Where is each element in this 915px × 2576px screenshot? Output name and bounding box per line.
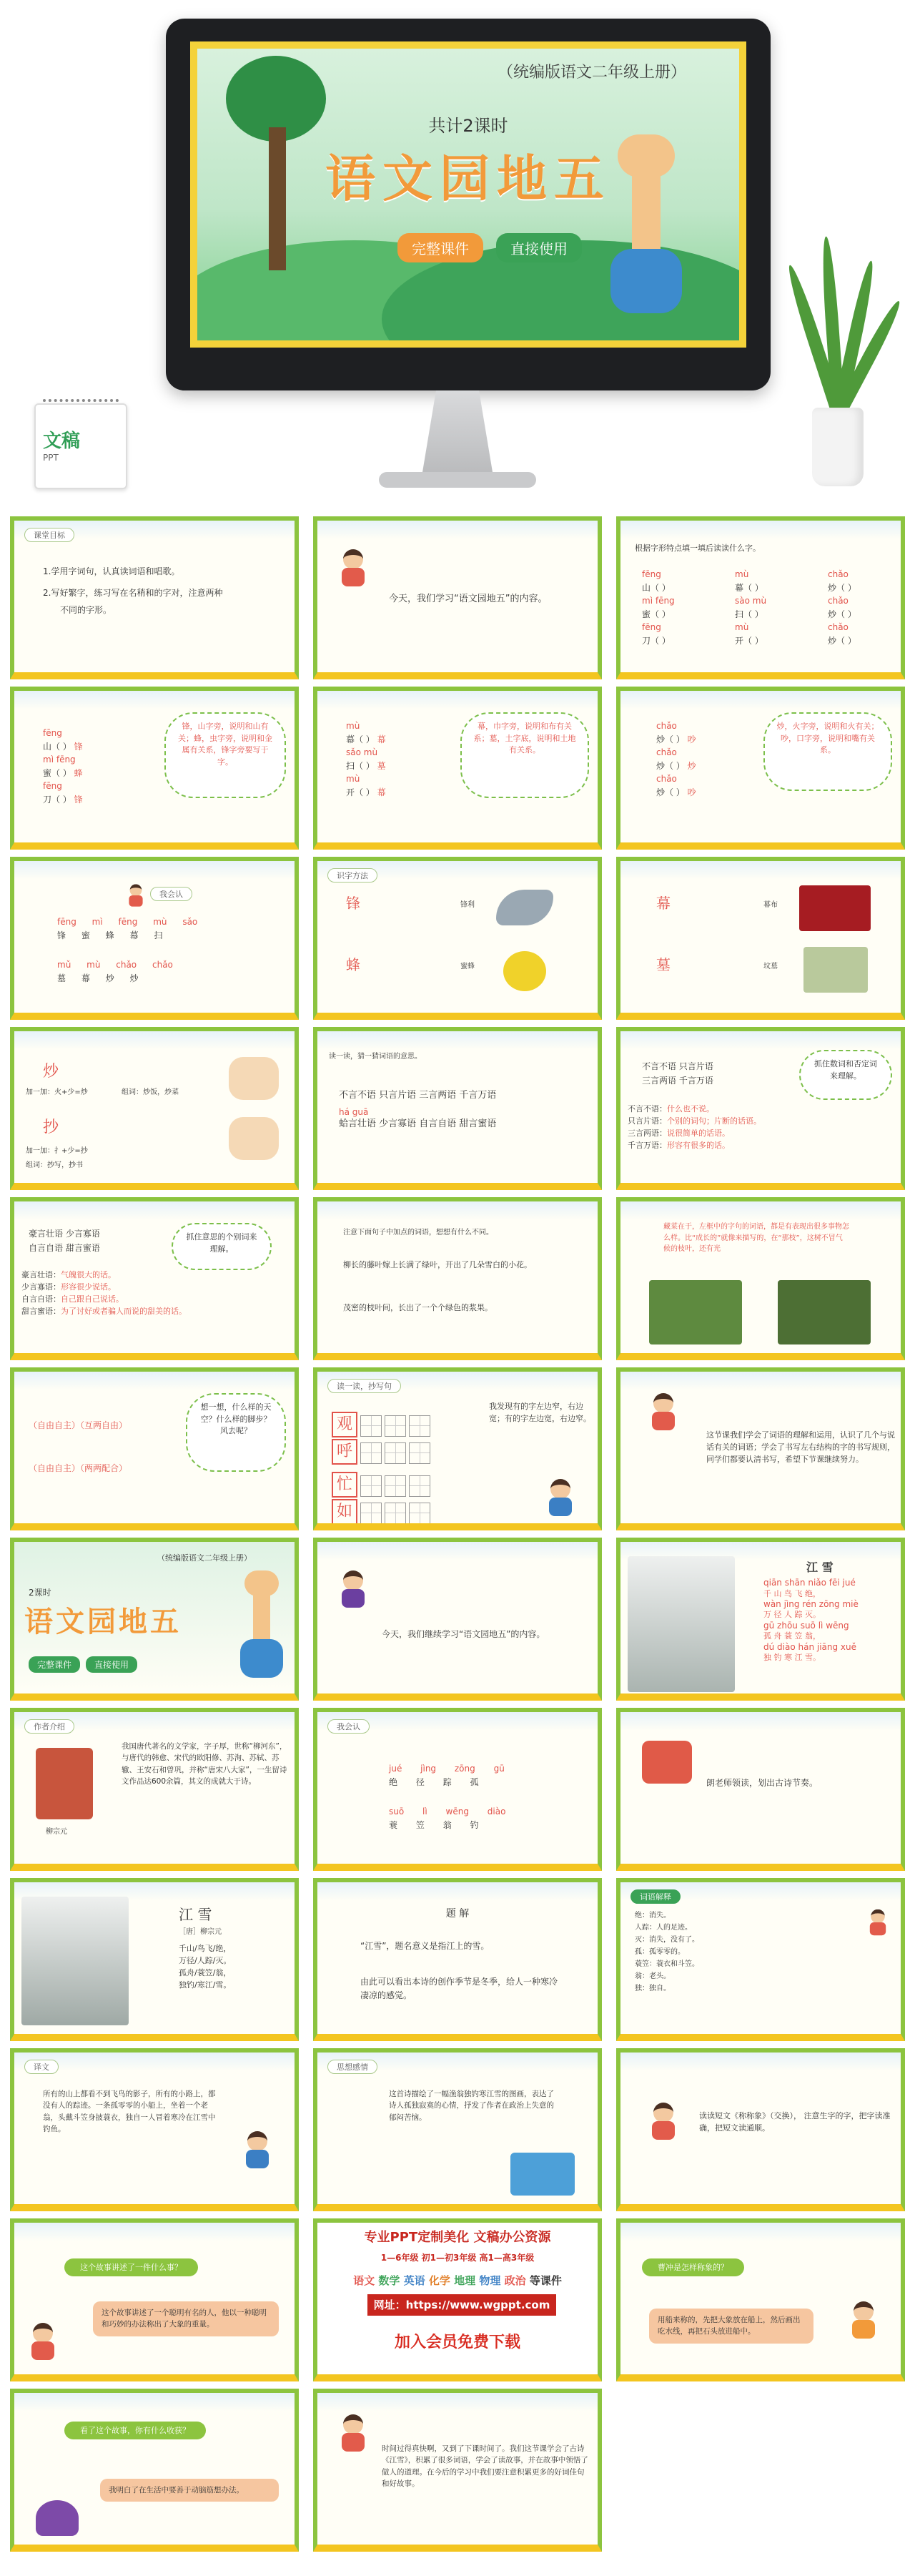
child-icon	[339, 1570, 367, 1608]
slide-writing[interactable]	[313, 1367, 602, 1530]
idiom: 千言万语：	[628, 1141, 667, 1151]
pinyin: chǎo	[656, 774, 677, 785]
read-instruction: 朗老师领读，划出古诗节奏。	[706, 1778, 818, 1788]
brand-calendar	[34, 403, 127, 489]
hanzi: 扫	[154, 930, 163, 940]
poem-author: ［唐］柳宗元	[179, 1928, 222, 1936]
poem-line: 孤舟/蓑笠/翁，	[179, 1968, 232, 1978]
pinyin: chǎo	[828, 596, 849, 606]
vine-photo	[649, 1280, 742, 1344]
words: 组词：抄写，抄书	[26, 1161, 83, 1169]
pinyin: wàn jìng rén zōng miè	[763, 1598, 859, 1609]
writing-grid[interactable]	[360, 1503, 382, 1524]
blank: 炒（ ）	[828, 582, 856, 593]
slide-translation[interactable]	[10, 2048, 299, 2211]
answer: 炒	[687, 760, 696, 771]
slide-poem[interactable]	[616, 1538, 905, 1701]
slide-idioms[interactable]	[313, 1027, 602, 1190]
char-mu2: 墓	[656, 956, 671, 973]
author-portrait	[36, 1748, 93, 1819]
slide-title-explain[interactable]	[313, 1878, 602, 2041]
slide-cover-2[interactable]	[10, 1538, 299, 1701]
reading-child-icon	[642, 1741, 692, 1784]
idiom: 自言自语：	[21, 1294, 61, 1304]
cover-title: 语文园地五	[24, 1606, 182, 1638]
subject: 物理	[479, 2274, 501, 2287]
method: 加一加：火+少=炒	[26, 1088, 88, 1096]
blank: 炒（ ）	[656, 787, 685, 797]
pinyin: mù	[346, 721, 360, 731]
pinyin: chǎo	[656, 747, 677, 758]
writing-grid[interactable]	[385, 1503, 406, 1524]
subject: 数学	[378, 2274, 400, 2287]
ad-cta[interactable]: 加入会员免费下载	[394, 2334, 520, 2351]
writing-image	[229, 1117, 279, 1160]
idiom: 只言片语：	[628, 1116, 667, 1126]
pinyin: sào mù	[735, 596, 767, 606]
glossary-item: 灭：消失，没有了。	[635, 1936, 699, 1944]
hint-bubble: 抓住数词和否定词来理解。	[799, 1050, 892, 1100]
pinyin: mì fēng	[43, 754, 76, 765]
glossary-item: 独：独自。	[635, 1985, 671, 1992]
idioms-line: 自言自语 甜言蜜语	[29, 1243, 100, 1253]
pinyin: gū	[493, 1764, 505, 1774]
slide-fill-words[interactable]	[616, 516, 905, 679]
child-reading-icon	[339, 549, 367, 586]
ad-headline: 专业PPT定制美化 文稿办公资源	[364, 2230, 551, 2245]
cooking-image	[229, 1057, 279, 1100]
pinyin: mì	[92, 917, 103, 927]
char-mu: 幕	[656, 895, 671, 912]
answer: 墓	[377, 760, 386, 771]
hanzi-box: 如	[332, 1499, 357, 1525]
child-icon	[339, 2414, 367, 2452]
hint-bubble: 抓住意思的个别词来理解。	[172, 1223, 272, 1270]
glossary-item: 绝：消失。	[635, 1912, 671, 1919]
slide-tag: 读一读，抄写句	[327, 1379, 401, 1393]
hanzi-box: 呼	[332, 1439, 357, 1465]
monitor-stand	[422, 390, 493, 476]
pinyin: gū zhōu suō lì wēng	[763, 1620, 849, 1631]
idioms-line-1: 不言不语 只言片语 三言两语 千言万语	[339, 1090, 497, 1101]
question-pill: 看了这个故事，你有什么收获？	[64, 2422, 206, 2439]
meaning: 说很简单的话语。	[667, 1129, 730, 1139]
subject: 化学	[428, 2274, 450, 2287]
slide-intro[interactable]	[313, 516, 602, 679]
brand-logo-sub: PPT	[43, 453, 59, 463]
cover-slide	[197, 49, 739, 340]
pinyin: mù	[86, 960, 101, 970]
books-image	[510, 2153, 575, 2196]
slide-tag: 译文	[24, 2060, 59, 2074]
slide-chao-method[interactable]	[10, 1027, 299, 1190]
glossary-item: 孤：孤零零的。	[635, 1948, 685, 1956]
meaning: 什么也不说。	[667, 1104, 714, 1114]
tomb-image	[803, 947, 868, 993]
giraffe-illustration	[236, 1570, 287, 1678]
slide-feelings[interactable]	[313, 2048, 602, 2211]
child-icon	[849, 2301, 878, 2339]
slide-tag: 识字方法	[327, 868, 377, 883]
poem-title: 江 雪	[179, 1906, 212, 1923]
poem-line: 千山/鸟飞/绝，	[179, 1944, 232, 1953]
glossary-item: 蓑笠：蓑衣和斗笠。	[635, 1960, 699, 1968]
pinyin: mù	[346, 774, 360, 785]
instruction: 注意下面句子中加点的词语，想想有什么不同。	[343, 1229, 493, 1237]
blank: 扫（ ）	[735, 609, 763, 619]
blank: 炒（ ）	[828, 609, 856, 619]
slide-goals[interactable]	[10, 516, 299, 679]
idiom: 三言两语：	[628, 1129, 667, 1139]
match-line-2: （自由自主）（两两配合）	[29, 1463, 128, 1473]
slide-method-feng[interactable]	[313, 857, 602, 1020]
hanzi: 蓑	[389, 1819, 398, 1830]
full-courseware-button[interactable]: 完整课件	[397, 233, 483, 262]
hanzi: 踪	[442, 1776, 452, 1787]
plant-decoration	[795, 229, 881, 493]
pinyin: zōng	[454, 1764, 475, 1774]
mascot-icon	[36, 2500, 79, 2536]
meaning: 自己跟自己说话。	[61, 1294, 124, 1304]
meaning: 为了讨好或者骗人而说的甜美的话。	[61, 1307, 187, 1317]
ad-subjects	[317, 2273, 598, 2288]
hanzi-box: 观	[332, 1412, 357, 1437]
subject: 语文	[353, 2274, 375, 2287]
pinyin: chǎo	[828, 569, 849, 579]
pinyin: mǔ	[57, 960, 71, 970]
slide-tag: 我会认	[150, 887, 192, 901]
monitor	[166, 19, 771, 390]
subject: 等课件	[529, 2274, 562, 2287]
pinyin: chǎo	[828, 622, 849, 633]
answer: 幕	[377, 787, 386, 797]
answer: 锋	[74, 741, 83, 752]
child-icon	[29, 2323, 57, 2360]
slide-qa-1[interactable]	[10, 2218, 299, 2381]
slide-plant-photos[interactable]	[616, 1197, 905, 1360]
answer: 幕	[377, 734, 386, 744]
hanzi: 幕	[81, 973, 90, 983]
pinyin: sǎo	[182, 917, 198, 927]
slide-sentences[interactable]	[313, 1197, 602, 1360]
poem-line: 万径/人踪/灭。	[179, 1956, 232, 1966]
cover-title: 语文园地五	[325, 149, 611, 208]
hanzi: 径	[415, 1776, 425, 1787]
idiom-pinyin: há guā	[339, 1107, 369, 1117]
pinyin: fēng	[118, 917, 138, 927]
answer: 锋	[74, 794, 83, 805]
idiom: 不言不语：	[628, 1104, 667, 1114]
slide-summary-1[interactable]	[616, 1367, 905, 1530]
writing-hint: 我发现有的字左边窄，右边宽；有的字左边宽，右边窄。	[489, 1402, 591, 1424]
writing-grid[interactable]	[385, 1415, 406, 1437]
slide-recognize-2[interactable]	[313, 1708, 602, 1871]
hanzi: 钓	[470, 1819, 479, 1830]
writing-grid[interactable]	[360, 1415, 382, 1437]
goal-3: 不同的字形。	[60, 605, 112, 615]
writing-grid[interactable]	[360, 1475, 382, 1497]
poem-title: 江 雪	[806, 1560, 834, 1574]
section-heading: 题 解	[445, 1908, 470, 1919]
sentence-1: 柳长的藤叶嫁上长满了绿叶，开出了几朵雪白的小花。	[343, 1260, 532, 1269]
slide-tag: 课堂目标	[24, 528, 74, 542]
hanzi: 翁	[442, 1819, 452, 1830]
pinyin: jué	[389, 1764, 402, 1774]
brand-logo: 文稿	[43, 431, 81, 452]
monitor-screen	[190, 41, 746, 348]
subject: 英语	[403, 2274, 425, 2287]
pinyin: chǎo	[656, 721, 677, 731]
idioms-line: 三言两语 千言万语	[642, 1076, 713, 1086]
hanzi: 墓	[57, 973, 66, 983]
slide-feng-answer[interactable]	[10, 687, 299, 850]
char-chao: 炒	[43, 1063, 59, 1081]
blank: 开（ ）	[346, 787, 375, 797]
writing-grid[interactable]	[409, 1503, 430, 1524]
answer-box: 用船来称的，先把大象放在船上，然后画出吃水线，再把石头放进船中。	[649, 2309, 813, 2344]
blank: 山（ ）	[43, 741, 71, 752]
explanation: 藏菜在于，左框中的字句的词语，都是有表现出很多事物怎么样。比“成长的”就像来描写的，在“那枝”，这树不冒气候的枝叶，还有光	[663, 1223, 849, 1253]
cover-subtitle: （统编版语文二年级上册）	[157, 1553, 252, 1563]
blank: 山（ ）	[642, 582, 671, 593]
slide-qa-2[interactable]	[616, 2218, 905, 2381]
char-feng: 锋	[346, 895, 360, 912]
pinyin: wēng	[445, 1806, 469, 1817]
char-feng2: 蜂	[346, 956, 360, 973]
slide-glossary[interactable]	[616, 1878, 905, 2041]
hanzi: 炒	[129, 973, 139, 983]
slide-tag: 我会认	[327, 1719, 370, 1734]
blank: 扫（ ）	[346, 760, 375, 771]
writing-grid[interactable]	[385, 1475, 406, 1497]
stage-curtain-image	[799, 885, 871, 931]
writing-grid[interactable]	[409, 1442, 430, 1464]
slide-recognize-1[interactable]	[10, 857, 299, 1020]
idiom: 豪言壮语：	[21, 1270, 61, 1279]
blank: 炒（ ）	[656, 734, 685, 744]
pinyin: dú diào hán jiāng xuě	[763, 1641, 857, 1652]
slide-match[interactable]	[10, 1367, 299, 1530]
hanzi: 锋	[57, 930, 66, 940]
blank: 炒（ ）	[828, 635, 856, 646]
landscape-painting	[21, 1897, 129, 2025]
hanzi: 炒	[105, 973, 114, 983]
answer-box: 这个故事讲述了一个聪明有名的人，他以一种聪明和巧妙的办法称出了大象的重量。	[93, 2301, 279, 2336]
explain-line-2: 由此可以看出本诗的创作季节是冬季，给人一种寒冷凄凉的感觉。	[360, 1977, 558, 2000]
hint-bubble: 炒，火字旁，说明和火有关；吵，口字旁，说明和嘴有关系。	[763, 712, 892, 791]
blank: 刀（ ）	[43, 794, 71, 805]
intro-text: 今天，我们继续学习“语文园地五”的内容。	[382, 1629, 545, 1639]
idioms-line: 不言不语 只言片语	[642, 1061, 713, 1071]
question-pill: 曹冲是怎样称象的？	[642, 2258, 744, 2276]
slide-idioms-meaning-2[interactable]	[10, 1197, 299, 1360]
char-chao2: 抄	[43, 1119, 59, 1136]
slide-tag: 思想感情	[327, 2060, 377, 2074]
meaning: 形容有很多的话。	[667, 1141, 730, 1151]
writing-grid[interactable]	[409, 1415, 430, 1437]
poem-line: 孤 舟 蓑 笠 翁，	[763, 1631, 821, 1641]
feelings-text: 这首诗描绘了一幅渔翁独钓寒江雪的图画，表达了诗人孤独寂寞的心情，抒发了作者在政治上失意的郁闷苦恼。	[389, 2090, 554, 2122]
bee-image	[503, 951, 546, 991]
landscape-painting	[628, 1556, 735, 1692]
match-line-1: （自由自主）（互两自由）	[29, 1420, 128, 1430]
shark-image	[496, 890, 553, 925]
pinyin: mù	[735, 569, 749, 579]
poem-line: 万 径 人 踪 灭。	[763, 1610, 821, 1620]
slide-qa-3[interactable]	[10, 2389, 299, 2552]
closing-text: 时间过得真快啊，又到了下课时间了。我们这节课学会了古诗《江雪》，积累了很多词语，学会了读故事，并在故事中领悟了做人的道理。在今后的学习中我们要注意积累更多的好词佳句和好故事。	[382, 2444, 588, 2488]
hanzi: 孤	[470, 1776, 479, 1787]
poem-line: 独钓/寒江/雪。	[179, 1980, 232, 1990]
meaning: 个别的词句；片断的话语。	[667, 1116, 761, 1126]
full-courseware-button[interactable]: 完整课件	[29, 1656, 80, 1673]
pinyin: chǎo	[116, 960, 137, 970]
explain-line-1: “江雪”，题名意义是指江上的雪。	[360, 1941, 490, 1951]
pinyin: fēng	[43, 781, 62, 792]
pinyin: mì fēng	[642, 596, 675, 606]
slide-author[interactable]	[10, 1708, 299, 1871]
slide-read-story[interactable]	[616, 2048, 905, 2211]
direct-use-button[interactable]: 直接使用	[86, 1656, 137, 1673]
direct-use-button[interactable]: 直接使用	[496, 233, 582, 262]
meaning: 形容很少说话。	[61, 1282, 116, 1292]
child-icon	[868, 1909, 888, 1935]
slide-closing[interactable]	[313, 2389, 602, 2552]
writing-grid[interactable]	[385, 1442, 406, 1464]
slide-poem-rhythm[interactable]	[10, 1878, 299, 2041]
exercise-title: 读一读，猜一猜词语的意思。	[329, 1053, 422, 1061]
slide-mu-answer[interactable]	[313, 687, 602, 850]
hanzi: 蜂	[105, 930, 114, 940]
hint-bubble: 想一想，什么样的天空？什么样的脚步？风去呢？	[186, 1393, 286, 1472]
cover-lessons: 共计2课时	[428, 116, 508, 136]
slide-tag: 作者介绍	[24, 1719, 74, 1734]
pinyin: mù	[153, 917, 167, 927]
hanzi: 绝	[389, 1776, 398, 1787]
berry-photo	[778, 1280, 871, 1344]
pinyin: fēng	[642, 622, 661, 633]
writing-grid[interactable]	[360, 1442, 382, 1464]
exercise-title: 根据字形特点填一填后读读什么字。	[635, 544, 761, 553]
pinyin: lì	[422, 1806, 427, 1817]
subject: 地理	[454, 2274, 476, 2287]
cyclist-icon	[546, 1479, 575, 1516]
blank: 蜜（ ）	[43, 767, 71, 778]
slide-tag: 词语解释	[630, 1889, 681, 1904]
blank: 蜜（ ）	[642, 609, 671, 619]
idioms-line-2: 蛤言壮语 少言寡语 自言自语 甜言蜜语	[339, 1119, 497, 1129]
read-story-text: 读读短文《称称象》（交换）， 注意生字的字，把字读准确，把短文读通顺。	[699, 2111, 891, 2133]
ad-url-link[interactable]: 网址：https://www.wgppt.com	[367, 2294, 556, 2316]
blank: 开（ ）	[735, 635, 763, 646]
blank: 刀（ ）	[642, 635, 671, 646]
subject: 政治	[504, 2274, 526, 2287]
word: 坟墓	[763, 963, 778, 970]
pinyin: chǎo	[152, 960, 173, 970]
blank: 幕（ ）	[346, 734, 375, 744]
monitor-base	[379, 472, 536, 488]
sentence-2: 茂密的枝叶间，长出了一个个绿色的浆果。	[343, 1303, 493, 1312]
answer: 吵	[687, 734, 696, 744]
promo-ad[interactable]	[313, 2218, 602, 2381]
child-icon	[127, 884, 144, 906]
words: 组词：炒饭，炒菜	[122, 1088, 179, 1096]
blank: 炒（ ）	[656, 760, 685, 771]
pinyin: diào	[487, 1806, 506, 1817]
pinyin: sǎo mù	[346, 747, 378, 758]
meaning: 气魄很大的话。	[61, 1270, 116, 1279]
goal-1: 1.学用字词句，认真读词语和唱歌。	[43, 566, 180, 576]
pinyin: jìng	[420, 1764, 437, 1774]
pinyin: qiān shān niǎo fēi jué	[763, 1578, 856, 1588]
blank: 幕（ ）	[735, 582, 763, 593]
intro-text: 今天，我们学习“语文园地五”的内容。	[389, 594, 548, 604]
hanzi: 笠	[415, 1819, 425, 1830]
word: 幕布	[763, 901, 778, 909]
goal-2: 2.写好繁字，练习写在名稍和的字对，注意两种	[43, 588, 223, 598]
hero-preview	[0, 0, 915, 508]
child-icon	[649, 2103, 678, 2140]
pinyin: fēng	[57, 917, 76, 927]
question-pill: 这个故事讲述了一件什么事？	[64, 2258, 198, 2276]
method: 加一加：扌+少=抄	[26, 1147, 88, 1155]
pinyin: fēng	[642, 569, 661, 579]
hanzi: 幕	[129, 930, 139, 940]
idiom: 甜言蜜语：	[21, 1307, 61, 1317]
hanzi: 蜜	[81, 930, 90, 940]
poem-line: 独 钓 寒 江 雪。	[763, 1653, 821, 1663]
glossary-item: 翁：老头。	[635, 1972, 671, 1980]
slide-intro-2[interactable]	[313, 1538, 602, 1701]
poem-line: 千 山 鸟 飞 绝，	[763, 1588, 821, 1598]
cover-subtitle: （统编版语文二年级上册）	[498, 64, 687, 82]
slide-chao-answer[interactable]	[616, 687, 905, 850]
author-bio: 我国唐代著名的文学家，字子厚，世称“柳河东”，与唐代的韩愈、宋代的欧阳修、苏洵、苏轼、苏辙、王安石和曾巩，并称“唐宋八大家”，一生留诗文作品达600余篇，其文的成就大于诗。	[122, 1742, 287, 1786]
pinyin: fēng	[43, 728, 62, 738]
answer-box: 我明白了在生活中要善于动脑筋想办法。	[100, 2479, 279, 2502]
slide-method-mu[interactable]	[616, 857, 905, 1020]
children-icon	[649, 1393, 678, 1430]
pinyin: suō	[389, 1806, 405, 1817]
summary-text: 这节课我们学会了词语的理解和运用，认识了几个与说话有关的词语；学会了书写左右结构的字的书写规则，同学们都要认清书写，希望下节课继续努力。	[706, 1430, 895, 1465]
writing-grid[interactable]	[409, 1475, 430, 1497]
hint-bubble: 幕，巾字旁，说明和布有关系；墓，土字底，说明和土地有关系。	[460, 712, 589, 798]
author-name: 柳宗元	[46, 1828, 67, 1836]
cover-lessons: 2课时	[29, 1588, 51, 1598]
idioms-line: 豪言壮语 少言寡语	[29, 1229, 100, 1239]
slide-idioms-meaning-1[interactable]	[616, 1027, 905, 1190]
answer: 蜂	[74, 767, 83, 778]
child-icon	[243, 2131, 272, 2168]
word: 锋利	[460, 901, 475, 909]
ad-grades: 1—6年级 初1—初3年级 高1—高3年级	[380, 2253, 535, 2263]
hanzi-box: 忙	[332, 1472, 357, 1498]
word: 蜜蜂	[460, 963, 475, 970]
slide-read-aloud[interactable]	[616, 1708, 905, 1871]
translation-text: 所有的山上都看不到飞鸟的影子，所有的小路上，都没有人的踪迹。一条孤零零的小船上，坐着一个老翁，头戴斗笠身披蓑衣，独自一人冒着寒冷在江雪中钓鱼。	[43, 2090, 216, 2133]
glossary-item: 人踪：人的足迹。	[635, 1924, 692, 1932]
hint-bubble: 锋，山字旁，说明和山有关；蜂，虫字旁，说明和金属有关系，锋字旁要写于字。	[164, 712, 286, 798]
answer: 吵	[687, 787, 696, 797]
pinyin: mù	[735, 622, 749, 633]
idiom: 少言寡语：	[21, 1282, 61, 1292]
